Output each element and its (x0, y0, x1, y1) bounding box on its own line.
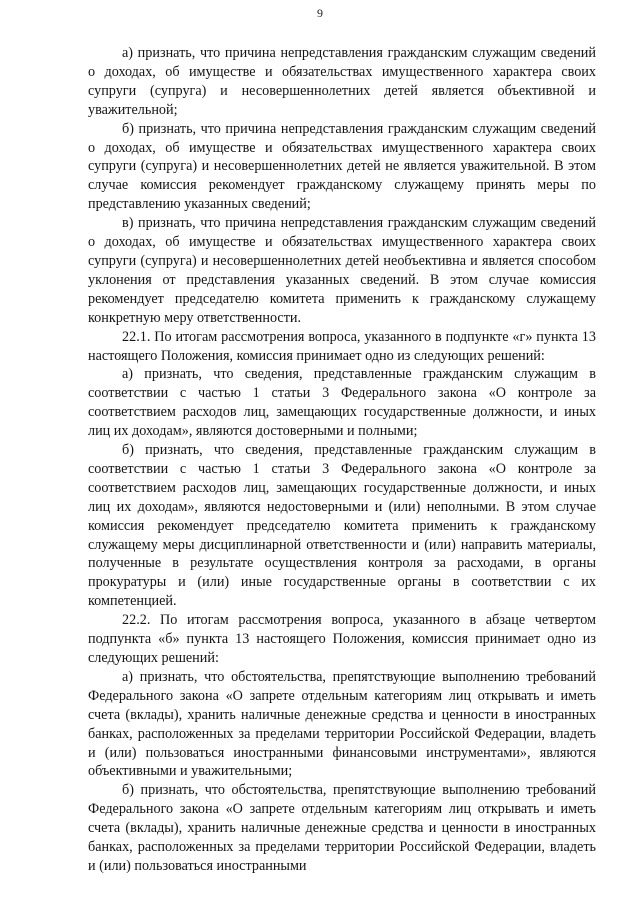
paragraph-item-a-reason-valid: а) признать, что причина непредставления гражданским служащим сведений о доходах, об имуществе и обязательствах имущественного характера своих супруги (супруга) и несовершеннолетних детей является объективной и уважительной; (88, 45, 596, 118)
paragraph-clause-22-1: 22.1. По итогам рассмотрения вопроса, указанного в подпункте «г» пункта 13 настоящего Положения, комиссия принимает одно из следующих решений: (88, 328, 596, 364)
paragraph-item-b-info-unreliable: б) признать, что сведения, представленные гражданским служащим в соответствии с частью 1 статьи 3 Федерального закона «О контроле за соответствием расходов лиц, замещающих государственные должности, и иных лиц их доходам», являются недостоверными и (или) неполными. В этом случае комиссия рекомендует председателю комитета применить к гражданскому служащему меры дисциплинарной ответственности и (или) направить материалы, полученные в результате осуществления контроля за расходами, в органы прокуратуры и (или) иные государственные органы в соответствии с их компетенцией. (88, 442, 596, 610)
paragraph-item-b-circumstances-continued: б) признать, что обстоятельства, препятствующие выполнению требований Федерального закона «О запрете отдельным категориям лиц открывать и иметь счета (вклады), хранить наличные денежные средства и ценности в иностранных банках, расположенных за пределами территории Российской Федерации, владеть и (или) пользоваться иностранными (88, 782, 596, 874)
paragraph-clause-22-2: 22.2. По итогам рассмотрения вопроса, указанного в абзаце четвертом подпункта «б» пункта 13 настоящего Положения, комиссия принимает одно из следующих решений: (88, 612, 596, 666)
document-body (88, 44, 596, 876)
paragraph-item-a-circumstances-valid: а) признать, что обстоятельства, препятствующие выполнению требований Федерального закона «О запрете отдельным категориям лиц открывать и иметь счета (вклады), хранить наличные денежные средства и ценности в иностранных банках, расположенных за пределами территории Российской Федерации, владеть и (или) пользоваться иностранными финансовыми инструментами», являются объективными и уважительными; (88, 668, 596, 780)
paragraph-item-b-reason-not-valid: б) признать, что причина непредставления гражданским служащим сведений о доходах, об имуществе и обязательствах имущественного характера своих супруги (супруга) и несовершеннолетних детей не является уважительной. В этом случае комиссия рекомендует гражданскому служащему принять меры по представлению указанных сведений; (88, 120, 596, 213)
paragraph-item-v-reason-evasion: в) признать, что причина непредставления гражданским служащим сведений о доходах, об имуществе и обязательствах имущественного характера своих супруги (супруга) и несовершеннолетних детей необъективна и является способом уклонения от представления указанных сведений. В этом случае комиссия рекомендует председателю комитета применить к гражданскому служащему конкретную меру ответственности. (88, 215, 596, 326)
paragraph-item-a-info-reliable: а) признать, что сведения, представленные гражданским служащим в соответствии с частью 1 статьи 3 Федерального закона «О контроле за соответствием расходов лиц, замещающих государственные должности, и иных лиц их доходам», являются достоверными и полными; (88, 366, 596, 440)
page-number: 9 (317, 6, 323, 20)
